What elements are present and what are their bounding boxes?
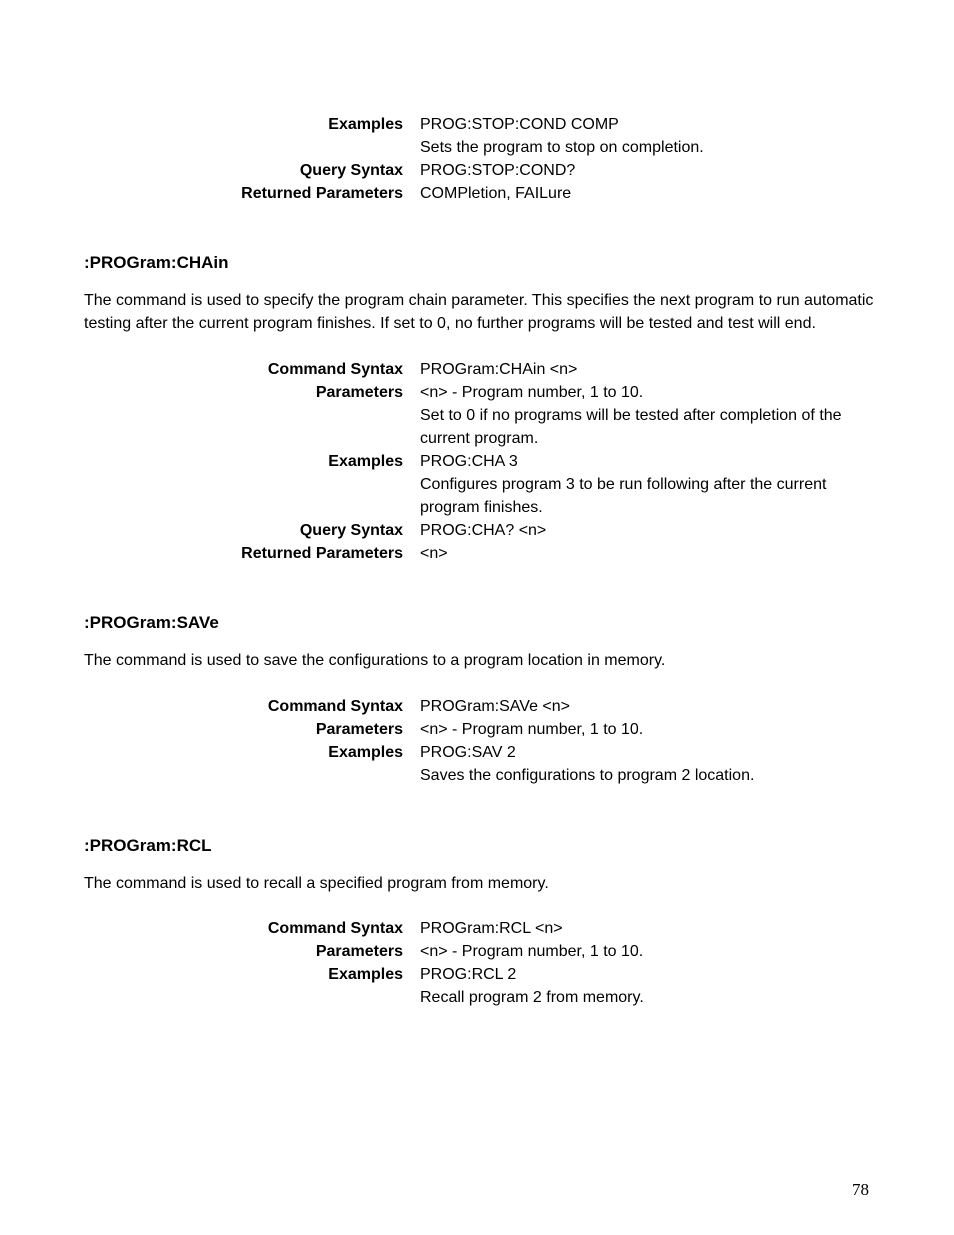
stop-cond-details [84,113,874,205]
value-line: PROG:SAV 2 [420,744,516,761]
detail-label: Command Syntax [267,920,403,937]
detail-label: Parameters [315,943,403,960]
detail-row-query-syntax [84,159,874,182]
section-description-save: The command is used to save the configurations to a program location in memory. [84,652,666,669]
value-line: <n> - Program number, 1 to 10. [420,721,644,738]
detail-label: Returned Parameters [241,545,403,562]
value-line: COMPletion, FAILure [420,185,572,202]
section-heading-save: :PROGram:SAVe [84,613,219,632]
detail-value [420,963,874,1009]
detail-row-query-syntax [84,519,874,542]
chain-details [84,358,874,565]
section-heading-chain: :PROGram:CHAin [84,253,229,272]
value-line: PROG:STOP:COND COMP [420,116,619,133]
detail-value [420,182,874,205]
detail-value [420,741,874,787]
value-line: PROG:CHA? <n> [420,522,547,539]
rcl-details [84,917,874,1009]
detail-value [420,917,874,940]
detail-value [420,113,874,159]
detail-label: Examples [328,966,403,983]
detail-label: Command Syntax [267,361,403,378]
detail-label: Examples [328,116,403,133]
value-line: Configures program 3 to be run following after the current program finishes. [420,476,827,516]
detail-value [420,695,874,718]
detail-value [420,450,874,519]
detail-row-examples [84,113,874,159]
section-description-chain: The command is used to specify the program chain parameter. This specifies the next program to run automatic testing after the current program finishes. If set to 0, no further programs will be tested and test will end. [84,292,874,332]
detail-row-returned-parameters [84,182,874,205]
section-description-rcl: The command is used to recall a specified program from memory. [84,875,549,892]
save-details [84,695,874,787]
value-line: Recall program 2 from memory. [420,989,644,1006]
detail-row-parameters [84,718,874,741]
detail-row-command-syntax [84,917,874,940]
value-line: PROGram:RCL <n> [420,920,563,937]
detail-row-command-syntax [84,358,874,381]
value-line: PROGram:SAVe <n> [420,698,570,715]
section-heading-rcl: :PROGram:RCL [84,836,212,855]
detail-row-returned-parameters [84,542,874,565]
detail-label: Parameters [315,384,403,401]
detail-label: Query Syntax [299,162,403,179]
value-line: Saves the configurations to program 2 location. [420,767,755,784]
detail-row-parameters [84,940,874,963]
detail-value [420,542,874,565]
value-line: PROGram:CHAin <n> [420,361,578,378]
value-line: PROG:CHA 3 [420,453,518,470]
detail-value [420,718,874,741]
value-line: <n> [420,545,448,562]
detail-row-examples [84,741,874,787]
detail-value [420,519,874,542]
detail-row-parameters [84,381,874,450]
detail-row-command-syntax [84,695,874,718]
page-number: 78 [852,1180,869,1199]
value-line: PROG:RCL 2 [420,966,517,983]
value-line: <n> - Program number, 1 to 10. [420,943,644,960]
detail-label: Parameters [315,721,403,738]
detail-label: Command Syntax [267,698,403,715]
detail-value [420,358,874,381]
detail-value [420,940,874,963]
detail-row-examples [84,963,874,1009]
detail-label: Examples [328,453,403,470]
detail-value [420,381,874,450]
detail-label: Examples [328,744,403,761]
detail-row-examples [84,450,874,519]
detail-label: Query Syntax [299,522,403,539]
detail-label: Returned Parameters [241,185,403,202]
value-line: <n> - Program number, 1 to 10. [420,384,644,401]
detail-value [420,159,874,182]
value-line: Sets the program to stop on completion. [420,139,704,156]
value-line: Set to 0 if no programs will be tested after completion of the current program. [420,407,842,447]
value-line: PROG:STOP:COND? [420,162,576,179]
